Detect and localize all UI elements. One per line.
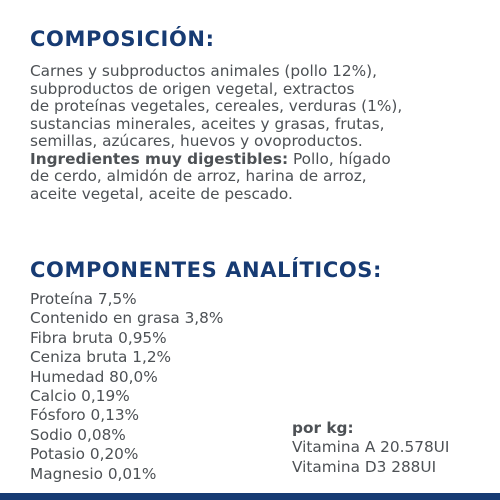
digestible-ingredients-line: de cerdo, almidón de arroz, harina de arroz, [30,167,367,185]
analytical-item-calcium: Calcio 0,19% [30,387,130,406]
analytical-item-moisture: Humedad 80,0% [30,367,158,386]
per-kg-block [292,419,449,477]
analytical-item-potassium: Potasio 0,20% [30,445,139,464]
digestible-ingredients-label: Ingredientes muy digestibles: [30,149,289,168]
vitamin-a-value: Vitamina A 20.578UI [292,438,450,457]
vitamin-d3-value: Vitamina D3 288UI [292,457,437,476]
digestible-ingredients-line [30,151,470,169]
analytical-item-phosphorus: Fósforo 0,13% [30,406,140,425]
digestible-ingredients-line: aceite vegetal, aceite de pescado. [30,184,293,203]
composition-text [30,63,470,203]
composition-line: semillas, azúcares, huevos y ovoproductos. [30,132,363,150]
per-kg-label: por kg: [292,419,354,437]
analytical-item-magnesium: Magnesio 0,01% [30,464,157,483]
analytical-item-fibre: Fibra bruta 0,95% [30,328,167,347]
digestible-ingredients-text: Pollo, hígado [288,149,391,168]
analytical-item-sodium: Sodio 0,08% [30,425,126,444]
analytical-components-list [30,290,223,484]
composition-heading: COMPOSICIÓN: [30,27,215,51]
analytical-item-fat: Contenido en grasa 3,8% [30,309,224,328]
composition-line: subproductos de origen vegetal, extractos [30,79,355,98]
analytical-item-ash: Ceniza bruta 1,2% [30,348,172,367]
composition-line: sustancias minerales, aceites y grasas, frutas, [30,114,385,133]
analytical-components-heading: COMPONENTES ANALÍTICOS: [30,258,383,282]
composition-line: Carnes y subproductos animales (pollo 12%), [30,62,378,80]
composition-line: de proteínas vegetales, cereales, verduras (1%), [30,97,403,115]
bottom-accent-bar [0,493,500,500]
analytical-item-protein: Proteína 7,5% [30,290,137,308]
